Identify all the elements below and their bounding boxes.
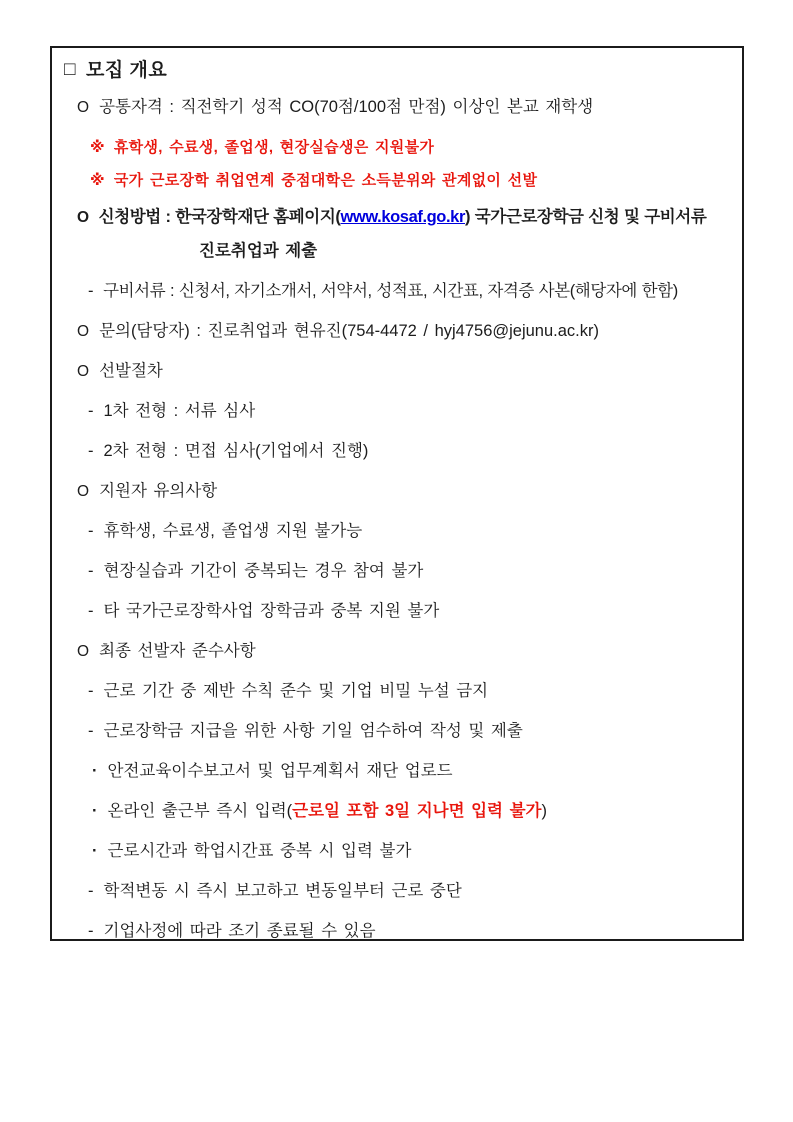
list-bullet-icon: -	[88, 522, 94, 540]
text-segment: 학적변동 시 즉시 보고하고 변동일부터 근로 중단	[103, 882, 462, 900]
text-segment: 온라인 출근부 즉시 입력(	[107, 802, 293, 820]
text-segment: 선발절차	[99, 362, 163, 380]
kosaf-homepage-link[interactable]: www.kosaf.go.kr	[340, 208, 465, 226]
doc-line	[88, 722, 734, 741]
text-segment: 휴학생, 수료생, 졸업생 지원 불가능	[103, 522, 363, 540]
text-segment: ) 국가근로장학금 신청 및 구비서류	[464, 208, 707, 226]
list-bullet-icon: O	[77, 99, 90, 116]
doc-line	[92, 842, 734, 861]
text-segment: 최종 선발자 준수사항	[99, 642, 256, 660]
doc-line	[88, 922, 734, 941]
list-bullet-icon: -	[88, 602, 94, 620]
text-segment: 2차 전형 : 면접 심사(기업에서 진행)	[103, 442, 369, 460]
text-segment: 근로 기간 중 제반 수칙 준수 및 기업 비밀 누설 금지	[103, 682, 489, 700]
doc-line	[77, 362, 734, 381]
text-segment: 안전교육이수보고서 및 업무계획서 재단 업로드	[107, 762, 453, 780]
list-bullet-icon: -	[88, 562, 94, 580]
list-bullet-icon: ·	[92, 842, 98, 860]
list-bullet-icon: -	[88, 402, 94, 420]
text-segment: 타 국가근로장학사업 장학금과 중복 지원 불가	[103, 602, 440, 620]
asterisk-mark-icon: ※	[90, 172, 105, 189]
doc-line	[88, 442, 734, 461]
doc-line	[92, 762, 734, 781]
list-bullet-icon: O	[77, 643, 90, 660]
text-segment: )	[541, 802, 547, 820]
doc-line	[88, 682, 734, 701]
text-segment: 진로취업과 제출	[199, 242, 318, 260]
text-segment: 1차 전형 : 서류 심사	[103, 402, 256, 420]
text-segment: 근로일 포함 3일 지나면 입력 불가	[292, 802, 542, 820]
text-segment: 공통자격 : 직전학기 성적 CO(70점/100점 만점) 이상인 본교 재학생	[99, 98, 594, 116]
doc-line	[77, 208, 734, 227]
recruitment-overview-box	[50, 46, 744, 941]
text-segment: 문의(담당자) : 진로취업과 현유진(754-4472 / hyj4756@jejunu.ac.kr)	[99, 322, 599, 340]
list-bullet-icon: -	[88, 922, 94, 940]
text-segment: 근로시간과 학업시간표 중복 시 입력 불가	[107, 842, 412, 860]
section-title-text: 모집 개요	[85, 60, 168, 81]
doc-line	[199, 242, 734, 261]
doc-line	[90, 171, 734, 190]
section-title	[64, 60, 734, 82]
doc-line	[88, 562, 734, 581]
doc-line	[88, 602, 734, 621]
list-bullet-icon: -	[88, 882, 94, 900]
doc-line	[77, 98, 734, 117]
list-bullet-icon: O	[77, 483, 90, 500]
list-bullet-icon: O	[77, 323, 90, 340]
doc-line	[77, 482, 734, 501]
text-segment: 현장실습과 기간이 중복되는 경우 참여 불가	[103, 562, 424, 580]
doc-line	[88, 522, 734, 541]
list-bullet-icon: O	[77, 363, 90, 380]
text-segment: 구비서류 : 신청서, 자기소개서, 서약서, 성적표, 시간표, 자격증 사본(해당자에 한함)	[103, 282, 678, 300]
doc-line	[77, 322, 734, 341]
doc-line	[77, 642, 734, 661]
list-bullet-icon: -	[88, 682, 94, 700]
list-bullet-icon: ·	[92, 762, 98, 780]
doc-line	[92, 802, 734, 821]
list-bullet-icon: -	[88, 442, 94, 460]
doc-line	[88, 282, 734, 301]
content-lines	[64, 98, 734, 941]
text-segment: 근로장학금 지급을 위한 사항 기일 엄수하여 작성 및 제출	[103, 722, 523, 740]
list-bullet-icon: ·	[92, 802, 98, 820]
text-segment: 국가 근로장학 취업연계 중점대학은 소득분위와 관계없이 선발	[113, 172, 538, 189]
list-bullet-icon: -	[88, 722, 94, 740]
text-segment: 신청방법 : 한국장학재단 홈페이지(	[98, 208, 341, 226]
text-segment: 휴학생, 수료생, 졸업생, 현장실습생은 지원불가	[113, 139, 435, 156]
square-bullet-icon: □	[64, 59, 76, 80]
text-segment: 기업사정에 따라 조기 종료될 수 있음	[103, 922, 376, 940]
list-bullet-icon: O	[77, 209, 89, 226]
list-bullet-icon: -	[88, 282, 94, 300]
doc-line	[88, 402, 734, 421]
text-segment: 지원자 유의사항	[99, 482, 218, 500]
doc-line	[88, 882, 734, 901]
doc-line	[90, 138, 734, 157]
asterisk-mark-icon: ※	[90, 139, 105, 156]
